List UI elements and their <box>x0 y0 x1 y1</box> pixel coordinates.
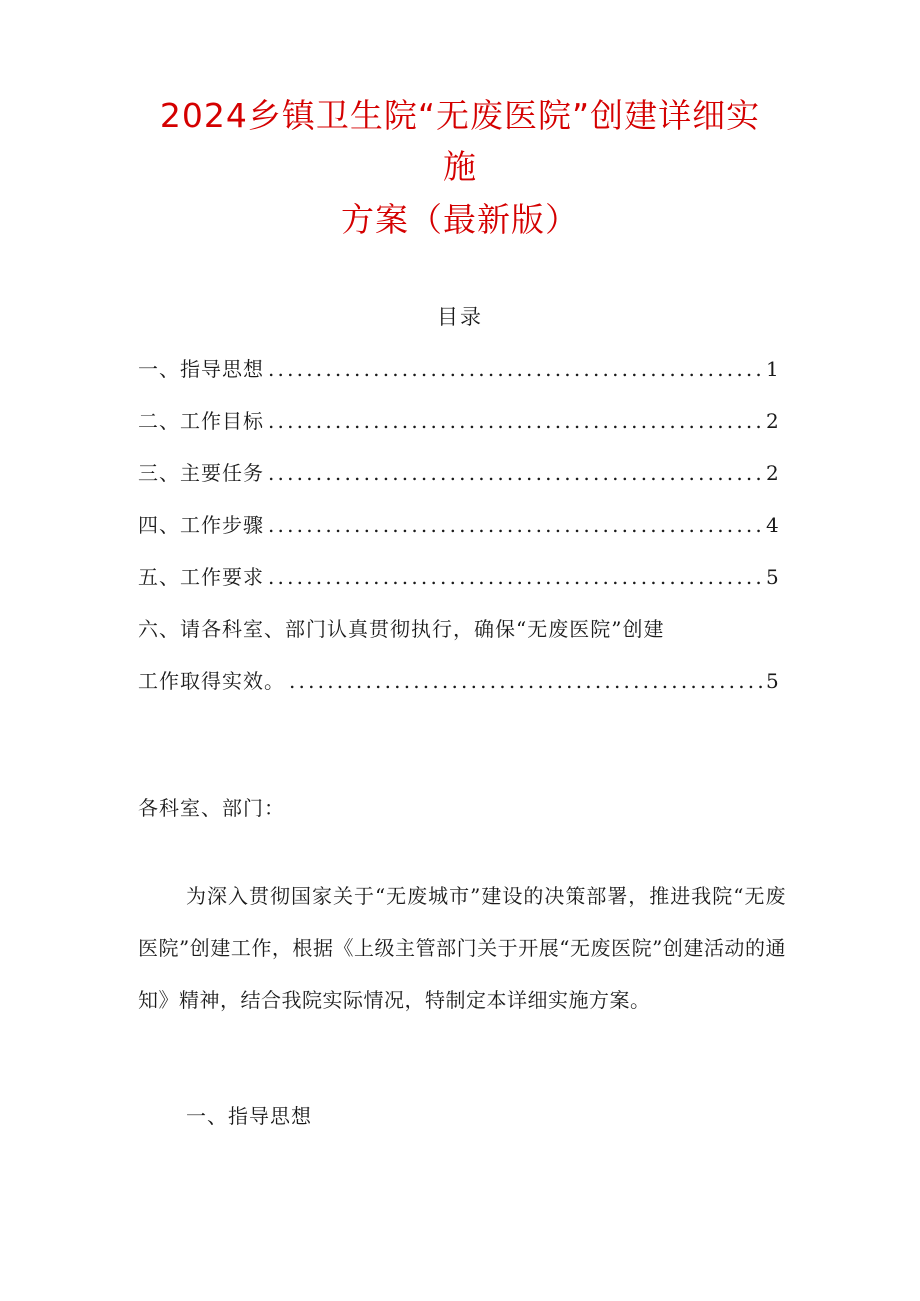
document-title-line-1: 2024乡镇卫生院“无废医院”创建详细实 <box>159 96 761 135</box>
toc-page-number: 4 <box>766 513 779 537</box>
toc-dot-leader <box>268 403 762 439</box>
section-heading-guiding-ideology: 一、指导思想 <box>186 1104 312 1128</box>
toc-page-number: 5 <box>766 565 779 589</box>
toc-page-number: 2 <box>766 409 779 433</box>
toc-entry-label: 四、工作步骤 <box>138 513 264 537</box>
intro-paragraph: 为深入贯彻国家关于“无废城市”建设的决策部署，推进我院“无废医院”创建工作，根据《上级主管部门关于开展“无废医院”创建活动的通知》精神，结合我院实际情况，特制定本详细实施方案。 <box>138 884 786 1012</box>
salutation: 各科室、部门： <box>138 796 285 820</box>
toc-dot-leader <box>268 351 762 387</box>
toc-entry-label-line-2: 工作取得实效。 <box>138 669 285 693</box>
toc-entry-label: 三、主要任务 <box>138 461 264 485</box>
table-of-contents <box>138 351 778 715</box>
toc-entry-guiding-ideology[interactable] <box>138 351 778 403</box>
document-title-line-2: 施 <box>443 147 477 186</box>
toc-entry-label-line-1: 六、请各科室、部门认真贯彻执行，确保“无废医院”创建 <box>138 617 665 641</box>
toc-entry-label: 五、工作要求 <box>138 565 264 589</box>
toc-dot-leader <box>268 559 762 595</box>
toc-page-number: 5 <box>766 669 779 693</box>
toc-entry-work-steps[interactable] <box>138 507 778 559</box>
document-title-line-3: 方案（最新版） <box>341 200 579 239</box>
toc-dot-leader <box>289 663 762 699</box>
toc-dot-leader <box>268 455 762 491</box>
toc-entry-work-requirements[interactable] <box>138 559 778 611</box>
toc-dot-leader <box>268 507 762 543</box>
toc-entry-work-goals[interactable] <box>138 403 778 455</box>
toc-entry-label: 一、指导思想 <box>138 357 264 381</box>
toc-page-number: 2 <box>766 461 779 485</box>
toc-entry-main-tasks[interactable] <box>138 455 778 507</box>
toc-entry-label: 二、工作目标 <box>138 409 264 433</box>
toc-page-number: 1 <box>766 357 779 381</box>
toc-entry-implementation[interactable] <box>138 611 778 715</box>
toc-heading: 目录 <box>437 305 483 329</box>
